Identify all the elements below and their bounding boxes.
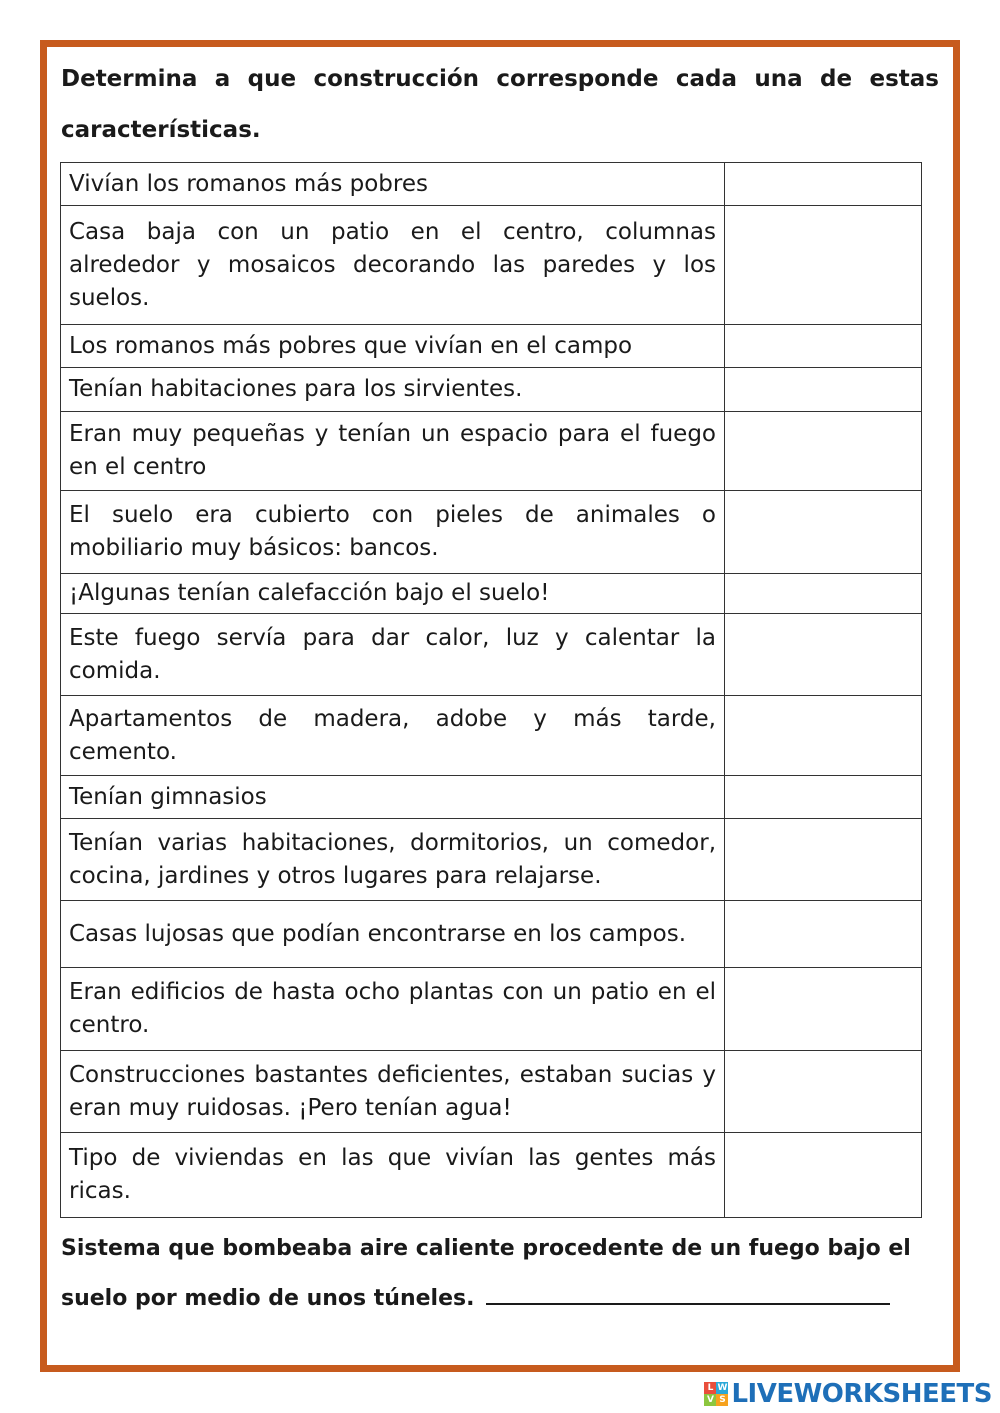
characteristic-text: Casa baja con un patio en el centro, columnas alrededor y mosaicos decorando las paredes y los suelos. [61, 206, 725, 325]
characteristic-text: Este fuego servía para dar calor, luz y calentar la comida. [61, 614, 725, 696]
final-question [61, 1224, 941, 1324]
characteristic-text: Construcciones bastantes deficientes, estaban sucias y eran muy ruidosas. ¡Pero tenían agua! [61, 1051, 725, 1133]
answer-cell[interactable] [725, 163, 922, 206]
liveworksheets-logo-icon [704, 1382, 728, 1406]
characteristic-text: Casas lujosas que podían encontrarse en los campos. [61, 901, 725, 968]
answer-cell[interactable] [725, 1051, 922, 1133]
table-row [61, 412, 922, 491]
final-question-text: Sistema que bombeaba aire caliente procedente de un fuego bajo el suelo por medio de unos túneles. [61, 1236, 911, 1311]
answer-cell[interactable] [725, 968, 922, 1051]
table-row [61, 1051, 922, 1133]
characteristic-text: Apartamentos de madera, adobe y más tarde, cemento. [61, 696, 725, 776]
answer-blank[interactable] [486, 1283, 890, 1305]
characteristic-text: Tenían varias habitaciones, dormitorios, un comedor, cocina, jardines y otros lugares para relajarse. [61, 819, 725, 901]
table-row [61, 968, 922, 1051]
table-row [61, 1133, 922, 1218]
answer-cell[interactable] [725, 696, 922, 776]
characteristic-text: Eran muy pequeñas y tenían un espacio para el fuego en el centro [61, 412, 725, 491]
characteristic-text: Tenían habitaciones para los sirvientes. [61, 368, 725, 412]
table-row [61, 368, 922, 412]
logo-icon-letter: L [704, 1382, 716, 1394]
logo-icon-letter: S [716, 1394, 728, 1406]
logo-icon-letter: W [717, 1383, 728, 1393]
instruction-title: Determina a que construcción corresponde cada una de estas características. [61, 66, 939, 143]
characteristic-text: Tenían gimnasios [61, 776, 725, 819]
characteristic-text: Eran edificios de hasta ocho plantas con un patio en el centro. [61, 968, 725, 1051]
table-row [61, 901, 922, 968]
answer-cell[interactable] [725, 819, 922, 901]
answer-cell[interactable] [725, 368, 922, 412]
logo-icon-letter: V [704, 1394, 716, 1406]
characteristic-text: El suelo era cubierto con pieles de animales o mobiliario muy básicos: bancos. [61, 491, 725, 574]
answer-cell[interactable] [725, 491, 922, 574]
table-row [61, 491, 922, 574]
table-row [61, 163, 922, 206]
table-row [61, 325, 922, 368]
answer-cell[interactable] [725, 325, 922, 368]
logo-text: LIVEWORKSHEETS [731, 1379, 992, 1409]
answer-cell[interactable] [725, 206, 922, 325]
answer-cell[interactable] [725, 574, 922, 614]
characteristics-table [60, 162, 922, 1218]
characteristic-text: Los romanos más pobres que vivían en el campo [61, 325, 725, 368]
liveworksheets-logo [704, 1378, 992, 1410]
table-row [61, 819, 922, 901]
answer-cell[interactable] [725, 1133, 922, 1218]
characteristic-text: Vivían los romanos más pobres [61, 163, 725, 206]
characteristic-text: Tipo de viviendas en las que vivían las gentes más ricas. [61, 1133, 725, 1218]
table-row [61, 574, 922, 614]
answer-cell[interactable] [725, 776, 922, 819]
table-row [61, 206, 922, 325]
characteristic-text: ¡Algunas tenían calefacción bajo el suelo! [61, 574, 725, 614]
table-row [61, 776, 922, 819]
table-row [61, 696, 922, 776]
answer-cell[interactable] [725, 614, 922, 696]
table-row [61, 614, 922, 696]
answer-cell[interactable] [725, 412, 922, 491]
answer-cell[interactable] [725, 901, 922, 968]
